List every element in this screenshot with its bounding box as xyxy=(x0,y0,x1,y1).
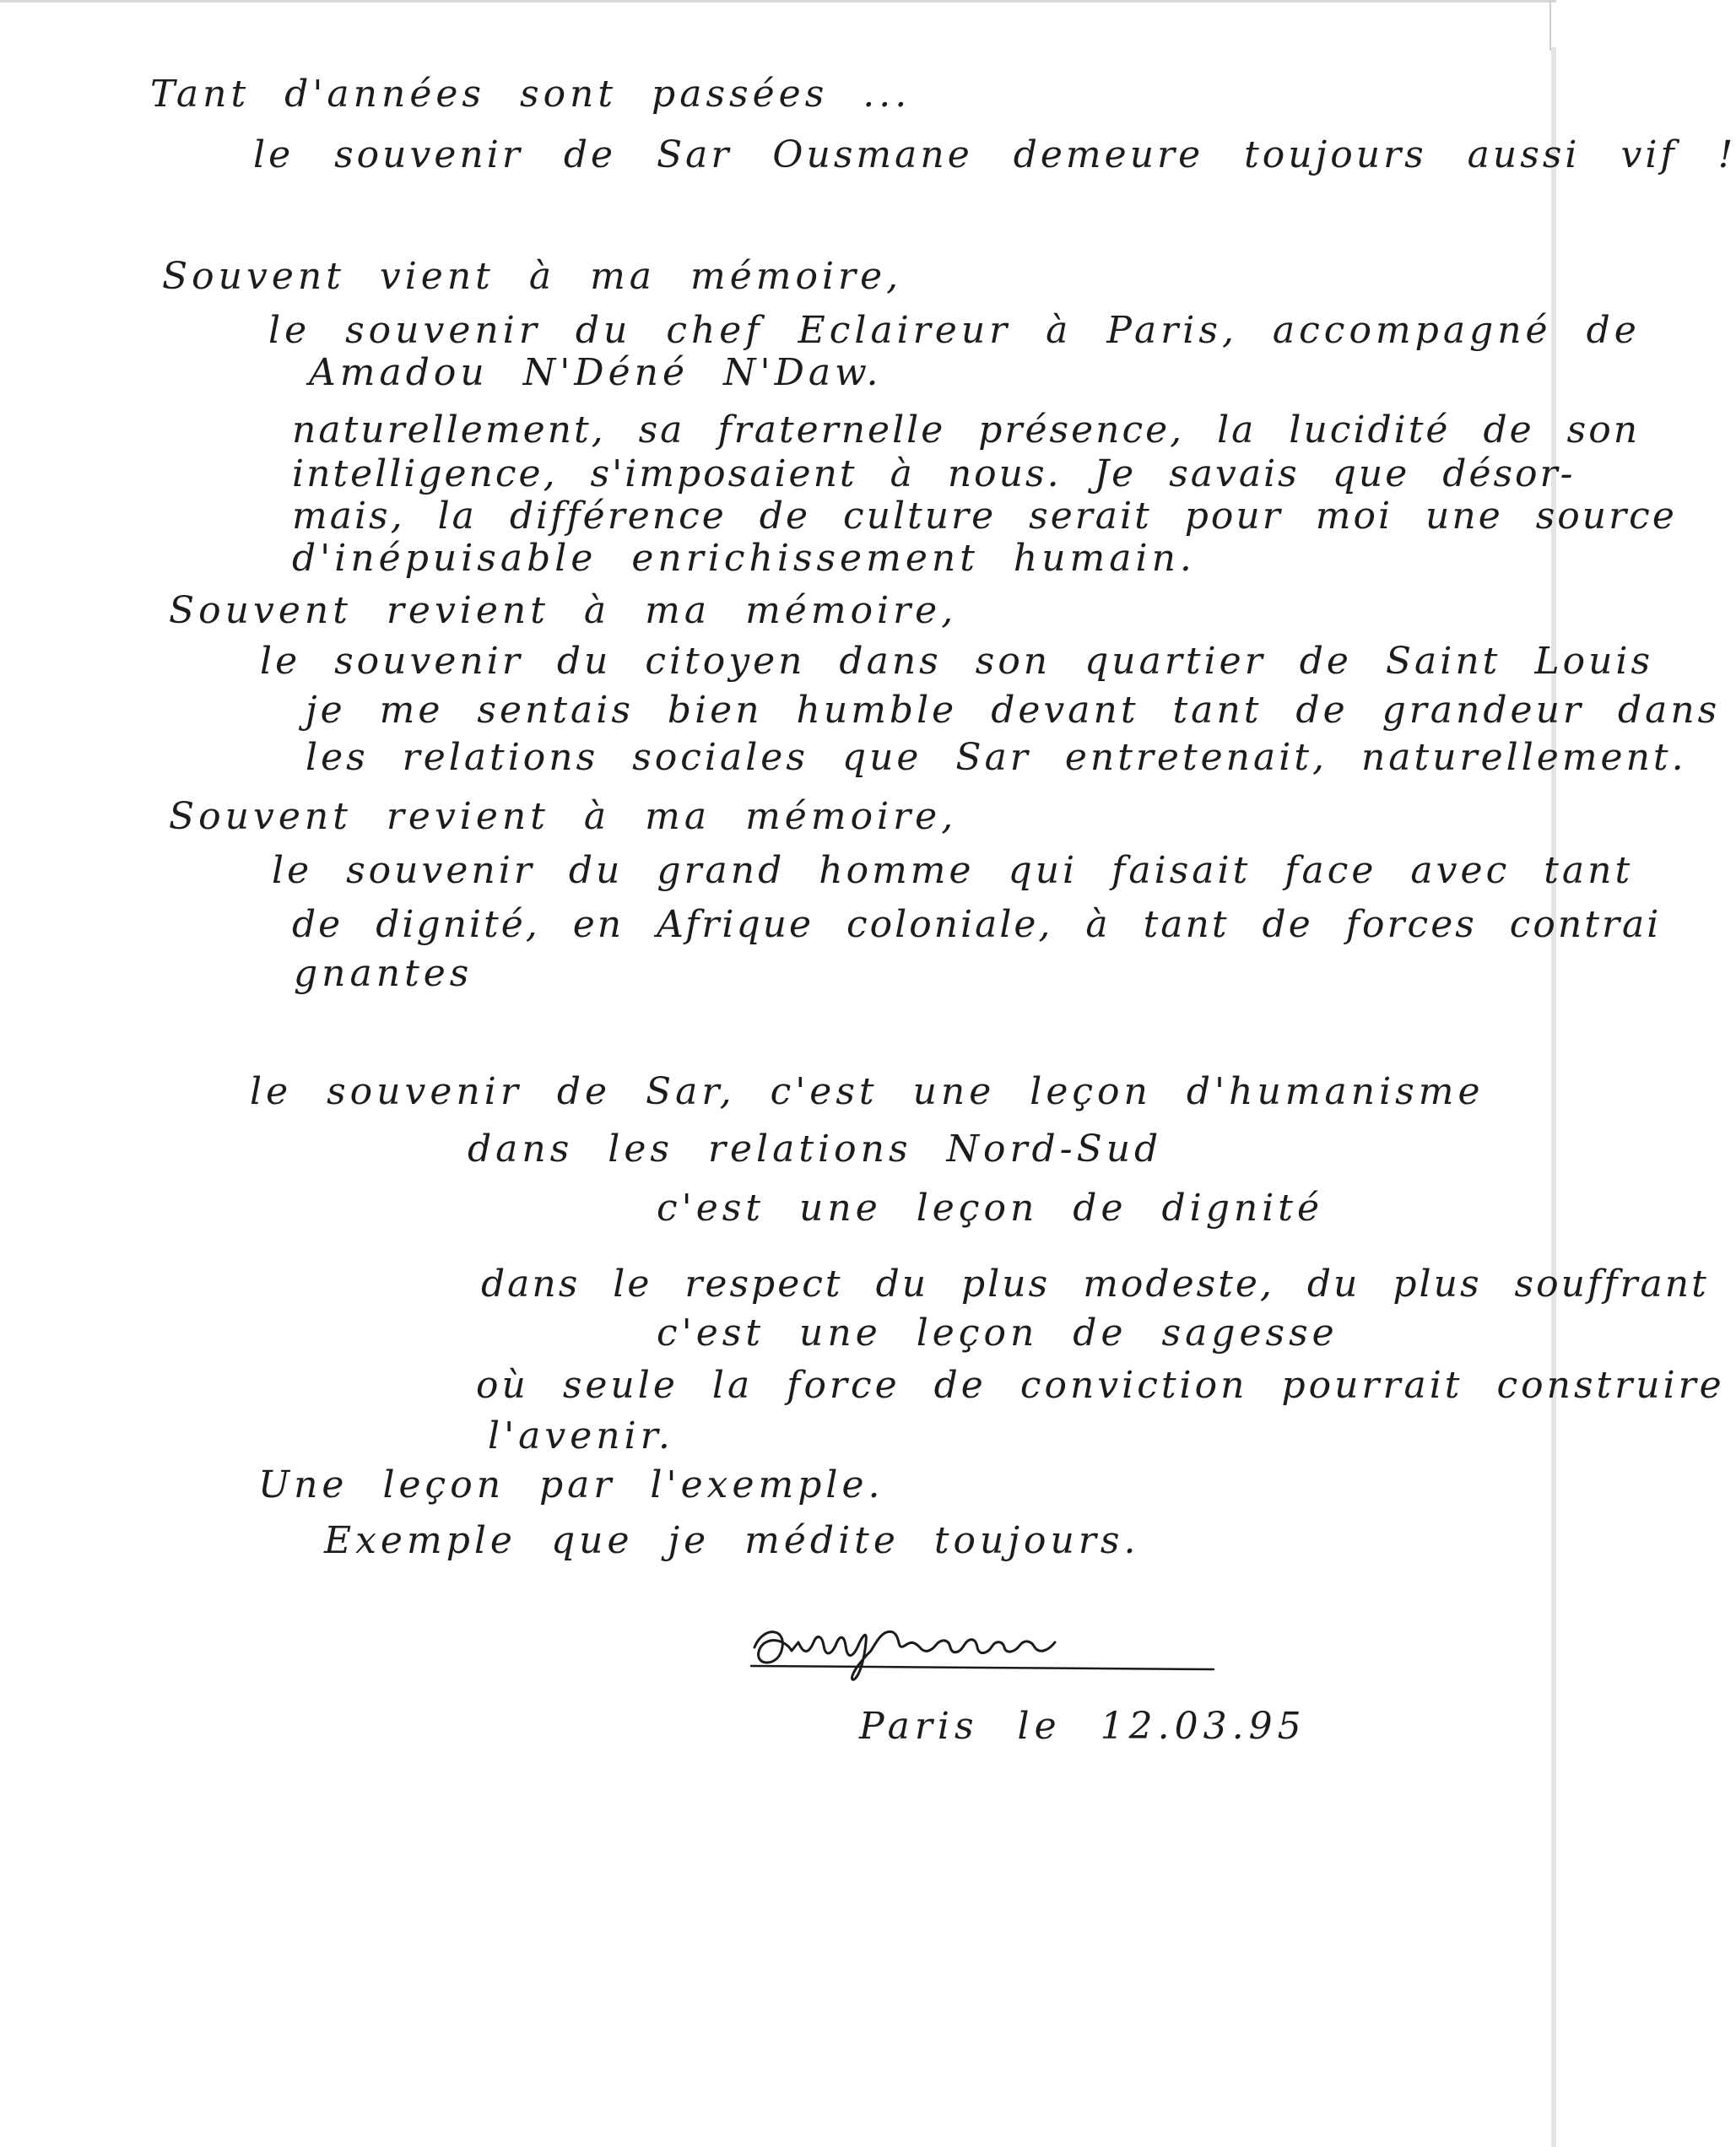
scan-shadow-right xyxy=(1549,0,1551,51)
scan-edge-top xyxy=(0,0,1556,3)
letter-line: Exemple que je médite toujours. xyxy=(324,1519,1140,1562)
signature xyxy=(748,1617,1217,1681)
letter-line: dans les relations Nord-Sud xyxy=(468,1128,1163,1171)
letter-line: Souvent revient à ma mémoire, xyxy=(169,589,958,632)
letter-line: le souvenir du chef Eclaireur à Paris, accompagné de xyxy=(268,309,1641,352)
letter-line: naturellement, sa fraternelle présence, la lucidité de son xyxy=(292,408,1641,452)
letter-line: les relations sociales que Sar entretenait, naturellement. xyxy=(306,736,1687,779)
letter-line: le souvenir du citoyen dans son quartier de Saint Louis xyxy=(260,640,1654,683)
letter-line: Souvent vient à ma mémoire, xyxy=(162,255,903,298)
letter-line: je me sentais bien humble devant tant de grandeur dans xyxy=(306,689,1721,732)
letter-line: mais, la différence de culture serait pour moi une source xyxy=(292,495,1677,538)
letter-line: c'est une leçon de dignité xyxy=(657,1187,1324,1230)
letter-line: le souvenir de Sar Ousmane demeure toujours aussi vif ! xyxy=(253,133,1736,176)
letter-line: le souvenir de Sar, c'est une leçon d'humanisme xyxy=(250,1070,1485,1113)
letter-line: de dignité, en Afrique coloniale, à tant de forces contrai xyxy=(292,903,1662,946)
letter-line: intelligence, s'imposaient à nous. Je savais que désor- xyxy=(292,452,1576,495)
letter-line: d'inépuisable enrichissement humain. xyxy=(292,537,1196,580)
letter-line: Souvent revient à ma mémoire, xyxy=(169,795,958,838)
letter-line: Tant d'années sont passées ... xyxy=(150,73,911,116)
letter-line: Une leçon par l'exemple. xyxy=(258,1463,884,1506)
scan-edge-right xyxy=(1551,47,1556,2147)
letter-line: dans le respect du plus modeste, du plus souffrant xyxy=(481,1263,1709,1306)
letter-line: gnantes xyxy=(294,952,473,995)
letter-line: l'avenir. xyxy=(488,1414,674,1457)
letter-line: le souvenir du grand homme qui faisait face avec tant xyxy=(272,849,1634,892)
place-date: Paris le 12.03.95 xyxy=(859,1705,1306,1748)
letter-line: où seule la force de conviction pourrait construire xyxy=(476,1364,1725,1407)
signature-graphic xyxy=(748,1617,1217,1681)
letter-line: Amadou N'Déné N'Daw. xyxy=(309,351,883,394)
letter-line: c'est une leçon de sagesse xyxy=(657,1311,1339,1355)
